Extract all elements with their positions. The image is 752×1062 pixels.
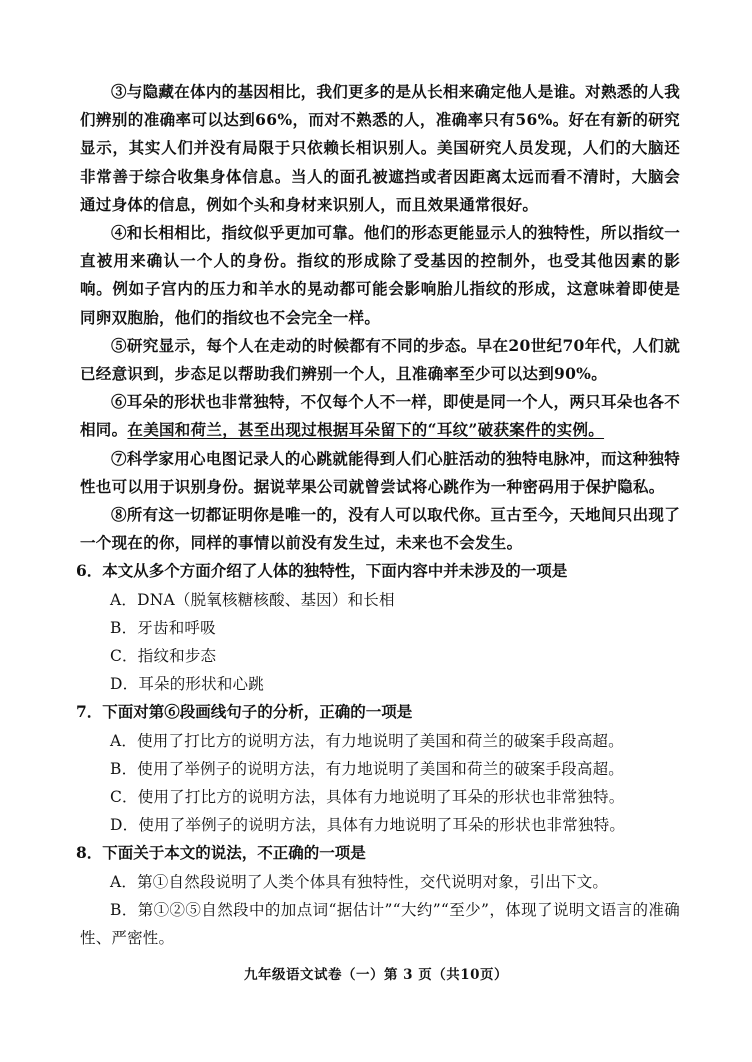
page-footer: 九年级语文试卷（一）第 3 页（共10页） (243, 967, 509, 983)
paragraph-7: ⑦科学家用心电图记录人的心跳就能得到人们心脏活动的独特电脉冲，而这种独特性也可以用于识别身份。据说苹果公司就曾尝试将心跳作为一种密码用于保护隐私。 (80, 448, 680, 496)
page-content (76, 78, 680, 952)
underlined-sentence: 在美国和荷兰，甚至出现过根据耳朵留下的“耳纹”破获案件的实例。 (127, 420, 605, 440)
paragraph-3: ③与隐藏在体内的基因相比，我们更多的是从长相来确定他人是谁。对熟悉的人我们辨别的准确率可以达到66%，而对不熟悉的人，准确率只有56%。好在有新的研究显示，其实人们并没有局限于只依赖长相识别人。美国研究人员发现，人们的大脑还非常善于综合收集身体信息。当人的面孔被遮挡或者因距离太远而看不清时，大脑会通过身体的信息，例如个头和身材来识别人，而且效果通常很好。 (80, 82, 680, 214)
question-6-option-b: B．牙齿和呼吸 (110, 618, 216, 637)
question-7-option-d: D．使用了举例子的说明方法，具体有力地说明了耳朵的形状也非常独特。 (110, 816, 626, 835)
question-6-stem: 6．本文从多个方面介绍了人体的独特性，下面内容中并未涉及的一项是 (76, 561, 568, 581)
paragraph-5: ⑤研究显示，每个人在走动的时候都有不同的步态。早在20世纪70年代，人们就已经意识到，步态足以帮助我们辨别一个人，且准确率至少可以达到90%。 (80, 335, 680, 384)
paragraph-6-text: ⑥耳朵的形状也非常独特，不仅每个人不一样，即使是同一个人，两只耳朵也各不相同。 (80, 392, 680, 440)
question-7-option-a: A．使用了打比方的说明方法，有力地说明了美国和荷兰的破案手段高超。 (110, 731, 624, 750)
question-7-option-b: B．使用了举例子的说明方法，有力地说明了美国和荷兰的破案手段高超。 (110, 759, 624, 778)
paragraph-4: ④和长相相比，指纹似乎更加可靠。他们的形态更能显示人的独特性，所以指纹一直被用来确认一个人的身份。指纹的形成除了受基因的控制外，也受其他因素的影响。例如子宫内的压力和羊水的晃动都可能会影响胎儿指纹的形成，这意味着即使是同卵双胞胎，他们的指纹也不会完全一样。 (80, 223, 680, 327)
question-8-option-a: A．第①自然段说明了人类个体具有独特性，交代说明对象，引出下文。 (110, 872, 609, 891)
question-8-stem: 8．下面关于本文的说法，不正确的一项是 (76, 843, 366, 863)
question-6-option-d: D．耳朵的形状和心跳 (110, 675, 264, 694)
paragraph-8: ⑧所有这一切都证明你是唯一的，没有人可以取代你。亘古至今，天地间只出现了一个现在的你，同样的事情以前没有发生过，未来也不会发生。 (80, 505, 680, 553)
question-6-option-c: C．指纹和步态 (110, 647, 217, 666)
question-7-option-c: C．使用了打比方的说明方法，具体有力地说明了耳朵的形状也非常独特。 (110, 788, 625, 807)
question-7-stem: 7．下面对第⑥段画线句子的分析，正确的一项是 (76, 702, 413, 722)
question-6-option-a: A．DNA（脱氧核糖核酸、基因）和长相 (110, 590, 395, 609)
question-8-option-b: B．第①②⑤自然段中的加点词“据估计”“大约”“至少”，体现了说明文语言的准确性、严密性。 (80, 900, 680, 948)
paragraph-6 (80, 388, 680, 444)
